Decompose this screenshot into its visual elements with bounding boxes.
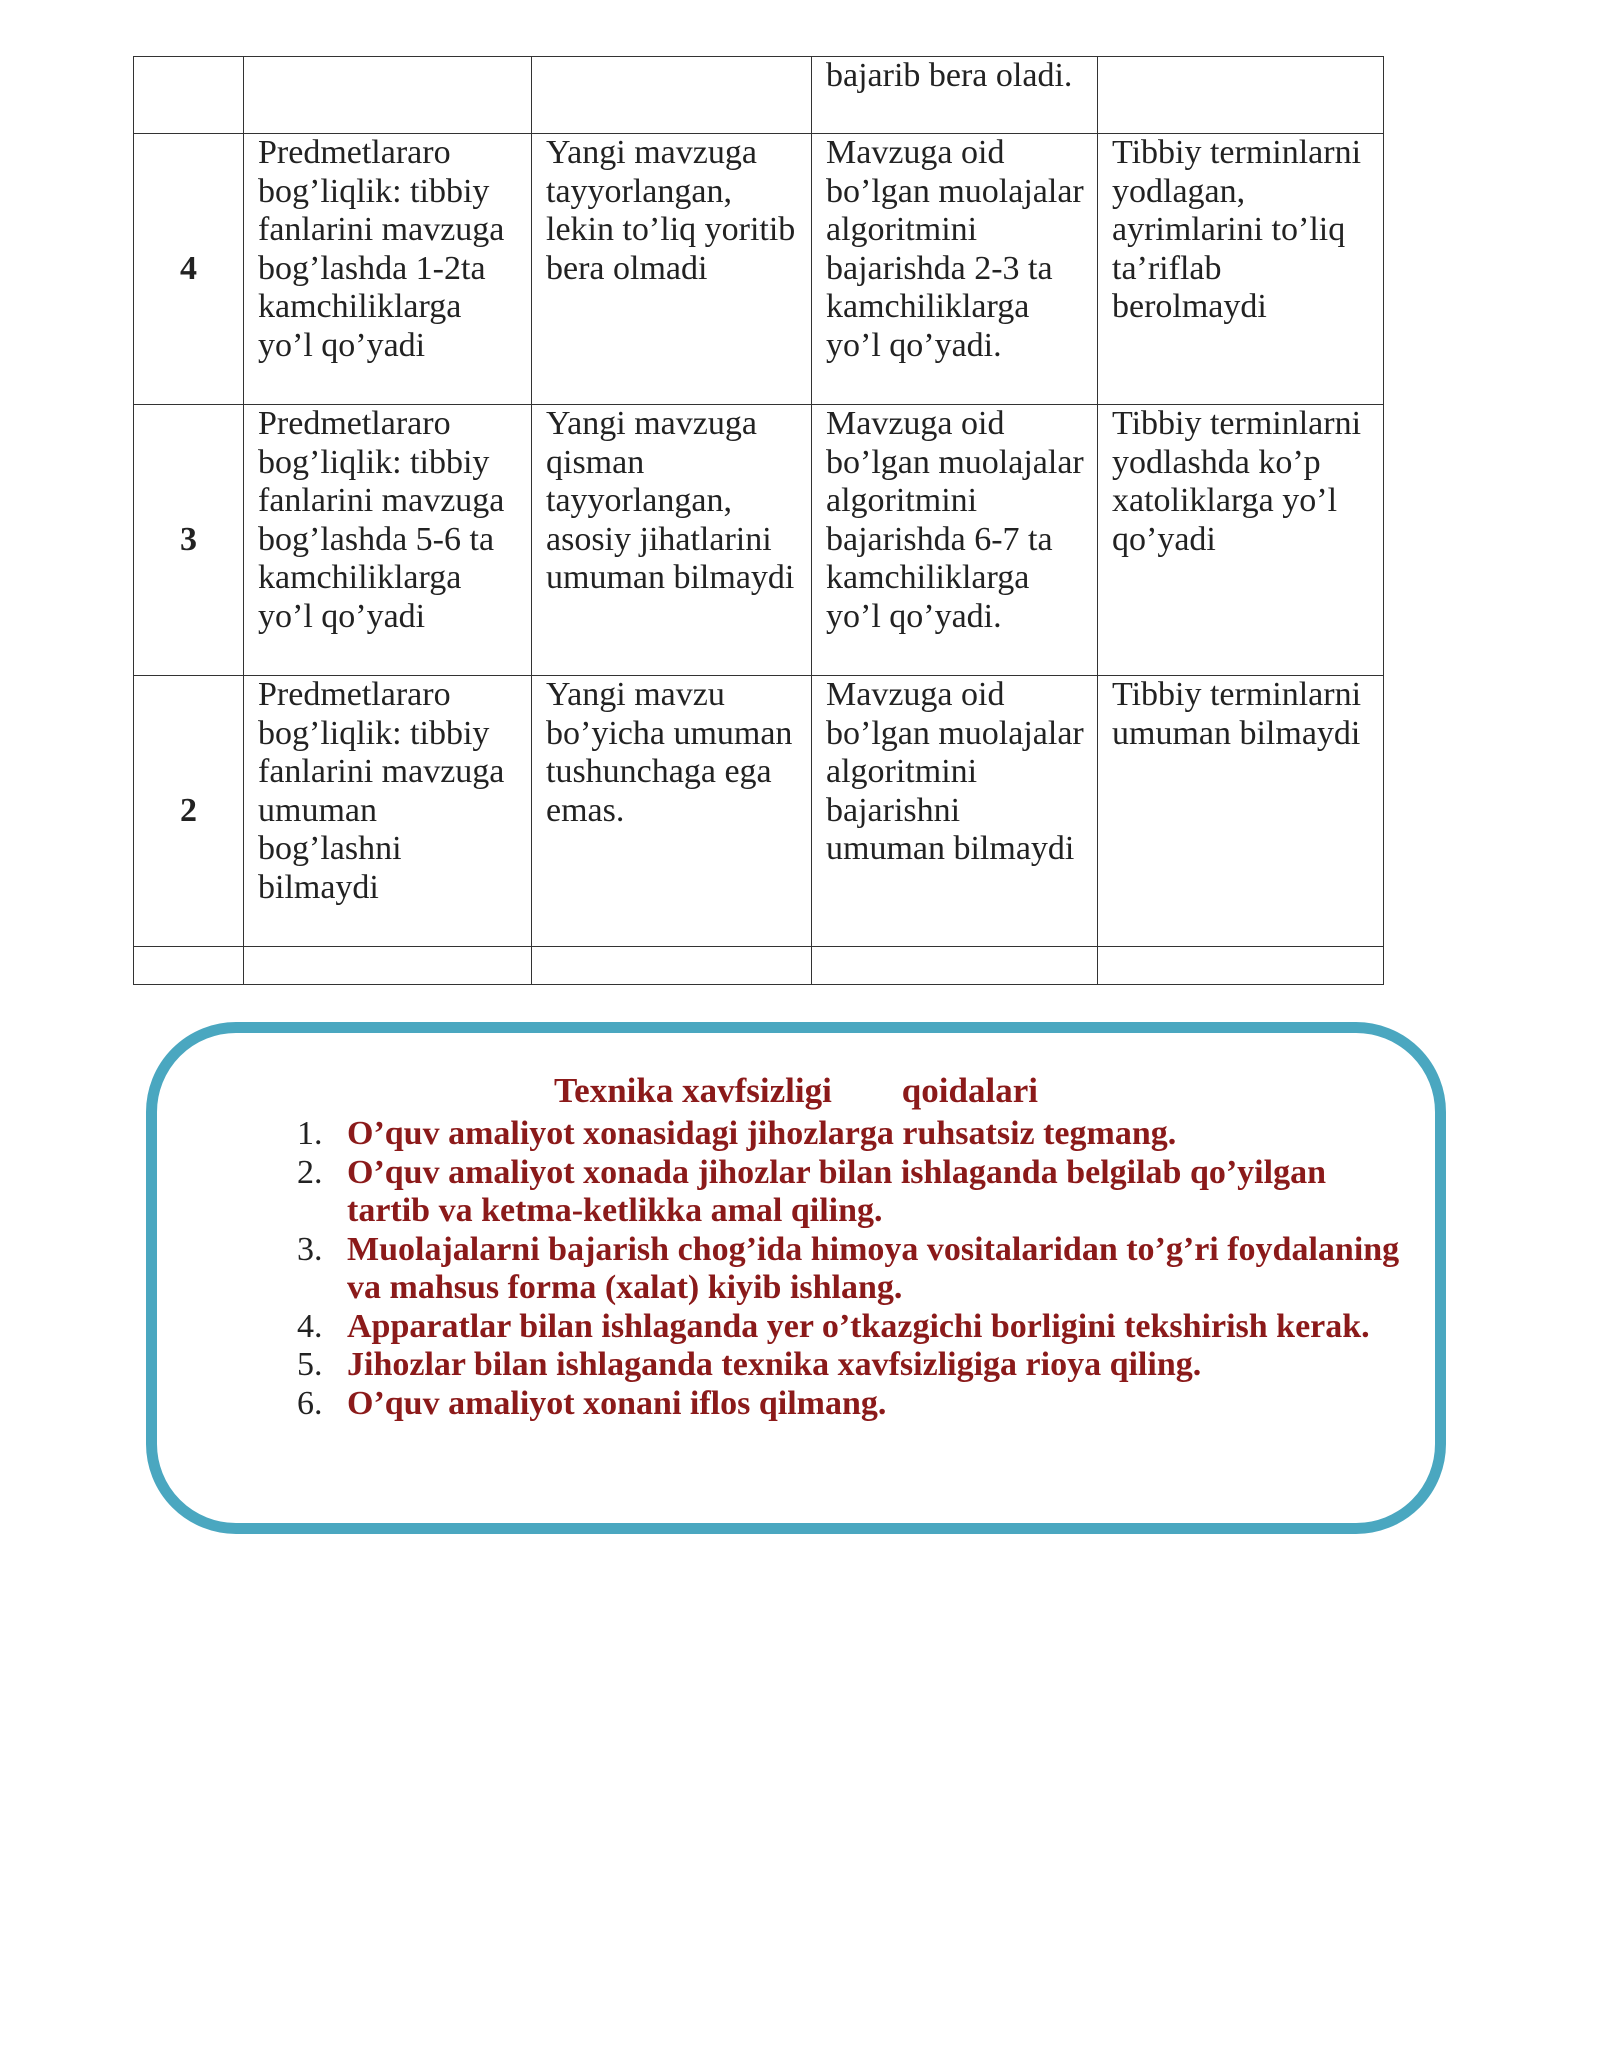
list-number: 3. <box>297 1230 323 1268</box>
list-number: 6. <box>297 1384 323 1422</box>
table-row <box>134 405 1384 676</box>
table-cell: Predmetlararo bog’liqlik: tibbiy fanlarini mavzuga bog’lashda 5-6 ta kamchiliklarga yo’l qo’yadi <box>244 405 532 676</box>
table-row <box>134 134 1384 405</box>
list-number: 4. <box>297 1307 323 1345</box>
list-item-text: O’quv amaliyot xonada jihozlar bilan ishlaganda belgilab qo’yilgan tartib va ketma-ketlikka amal qiling. <box>347 1153 1326 1229</box>
list-item <box>297 1231 1417 1308</box>
list-number: 2. <box>297 1153 323 1191</box>
table-cell: Tibbiy terminlarni yodlashda ko’p xatoliklarga yo’l qo’yadi <box>1098 405 1384 676</box>
table-cell <box>1098 57 1384 134</box>
table-cell <box>244 947 532 985</box>
grade-cell: 2 <box>134 676 244 947</box>
list-item <box>297 1346 1417 1385</box>
table-cell: Predmetlararo bog’liqlik: tibbiy fanlarini mavzuga umuman bog’lashni bilmaydi <box>244 676 532 947</box>
table-cell: Tibbiy terminlarni yodlagan, ayrimlarini to’liq ta’riflab berolmaydi <box>1098 134 1384 405</box>
table-cell <box>1098 947 1384 985</box>
list-item <box>297 1308 1417 1347</box>
list-item <box>297 1385 1417 1424</box>
safety-rules-list <box>297 1115 1417 1423</box>
table-cell: bajarib bera oladi. <box>812 57 1098 134</box>
grading-table <box>133 56 1384 985</box>
list-item-text: O’quv amaliyot xonasidagi jihozlarga ruhsatsiz tegmang. <box>347 1115 1177 1152</box>
table-cell: Predmetlararo bog’liqlik: tibbiy fanlarini mavzuga bog’lashda 1-2ta kamchiliklarga yo’l qo’yadi <box>244 134 532 405</box>
list-number: 1. <box>297 1115 323 1152</box>
table-cell: Tibbiy terminlarni umuman bilmaydi <box>1098 676 1384 947</box>
table-cell <box>532 947 812 985</box>
grade-cell: 4 <box>134 134 244 405</box>
grade-cell: 3 <box>134 405 244 676</box>
table-cell <box>134 947 244 985</box>
list-item-text: O’quv amaliyot xonani iflos qilmang. <box>347 1384 887 1422</box>
table-row <box>134 57 1384 134</box>
table-cell: Mavzuga oid bo’lgan muolajalar algoritmini bajarishda 6-7 ta kamchiliklarga yo’l qo’yadi. <box>812 405 1098 676</box>
table-cell: Mavzuga oid bo’lgan muolajalar algoritmini bajarishda 2-3 ta kamchiliklarga yo’l qo’yadi. <box>812 134 1098 405</box>
list-item-text: Muolajalarni bajarish chog’ida himoya vositalaridan to’g’ri foydalaning va mahsus forma (xalat) kiyib ishlang. <box>347 1230 1400 1306</box>
list-item-text: Jihozlar bilan ishlaganda texnika xavfsizligiga rioya qiling. <box>347 1346 1202 1383</box>
safety-rules-box <box>146 1022 1446 1534</box>
table-row <box>134 676 1384 947</box>
table-row-empty <box>134 947 1384 985</box>
table-cell: Yangi mavzu bo’yicha umuman tushunchaga ega emas. <box>532 676 812 947</box>
table-cell <box>244 57 532 134</box>
table-cell <box>134 57 244 134</box>
table-cell: Yangi mavzuga qisman tayyorlangan, asosiy jihatlarini umuman bilmaydi <box>532 405 812 676</box>
list-item-text: Apparatlar bilan ishlaganda yer o’tkazgichi borligini tekshirish kerak. <box>347 1307 1370 1345</box>
list-item <box>297 1115 1417 1154</box>
table-cell: Yangi mavzuga tayyorlangan, lekin to’liq yoritib bera olmadi <box>532 134 812 405</box>
safety-rules-title: Texnika xavfsizligi qoidalari <box>554 1071 1038 1110</box>
table-cell: Mavzuga oid bo’lgan muolajalar algoritmini bajarishni umuman bilmaydi <box>812 676 1098 947</box>
list-item <box>297 1154 1417 1231</box>
table-cell <box>532 57 812 134</box>
list-number: 5. <box>297 1346 323 1383</box>
table-cell <box>812 947 1098 985</box>
